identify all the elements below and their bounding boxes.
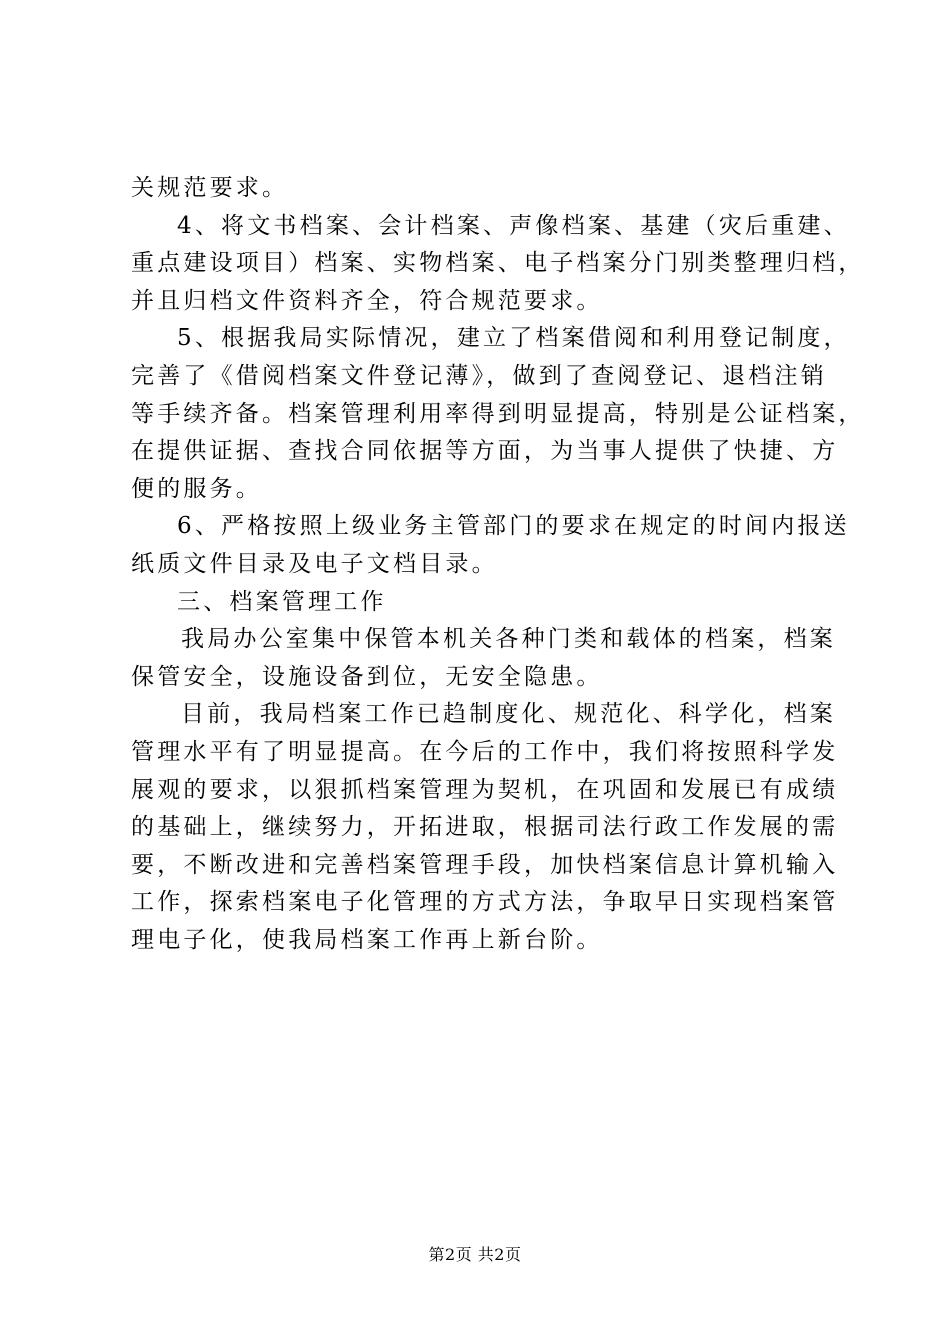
text-line: 重点建设项目）档案、实物档案、电子档案分门别类整理归档， [131, 250, 865, 277]
page-number-footer: 第2页 共2页 [428, 1245, 522, 1264]
text-line: 展观的要求，以狠抓档案管理为契机，在巩固和发展已有成绩 [131, 776, 839, 803]
text-line: 便的服务。 [131, 475, 262, 502]
text-line: 的基础上，继续努力，开拓进取，根据司法行政工作发展的需 [131, 814, 839, 841]
section-heading: 三、档案管理工作 [177, 588, 387, 615]
document-body [131, 170, 865, 959]
text-line: 4、将文书档案、会计档案、声像档案、基建（灾后重建、 [177, 212, 850, 239]
text-line: 管理水平有了明显提高。在今后的工作中，我们将按照科学发 [131, 738, 839, 765]
text-line: 我局办公室集中保管本机关各种门类和载体的档案，档案 [181, 626, 836, 653]
text-line: 要，不断改进和完善档案管理手段，加快档案信息计算机输入 [131, 851, 839, 878]
text-line: 理电子化，使我局档案工作再上新台阶。 [131, 926, 603, 953]
text-line: 纸质文件目录及电子文档目录。 [131, 550, 498, 577]
text-line: 完善了《借阅档案文件登记薄》，做到了查阅登记、退档注销 [131, 362, 827, 389]
text-line: 关规范要求。 [131, 175, 289, 201]
text-line: 在提供证据、查找合同依据等方面，为当事人提供了快捷、方 [131, 438, 839, 465]
text-line: 6、严格按照上级业务主管部门的要求在规定的时间内报送 [177, 513, 850, 540]
text-line: 目前，我局档案工作已趋制度化、规范化、科学化，档案 [181, 701, 836, 728]
text-line: 并且归档文件资料齐全，符合规范要求。 [131, 287, 603, 314]
text-line: 等手续齐备。档案管理利用率得到明显提高，特别是公证档案， [131, 400, 865, 427]
text-line: 工作，探索档案电子化管理的方式方法，争取早日实现档案管 [131, 889, 839, 916]
text-line: 保管安全，设施设备到位，无安全隐患。 [131, 663, 603, 690]
text-line: 5、根据我局实际情况，建立了档案借阅和利用登记制度， [177, 325, 850, 352]
